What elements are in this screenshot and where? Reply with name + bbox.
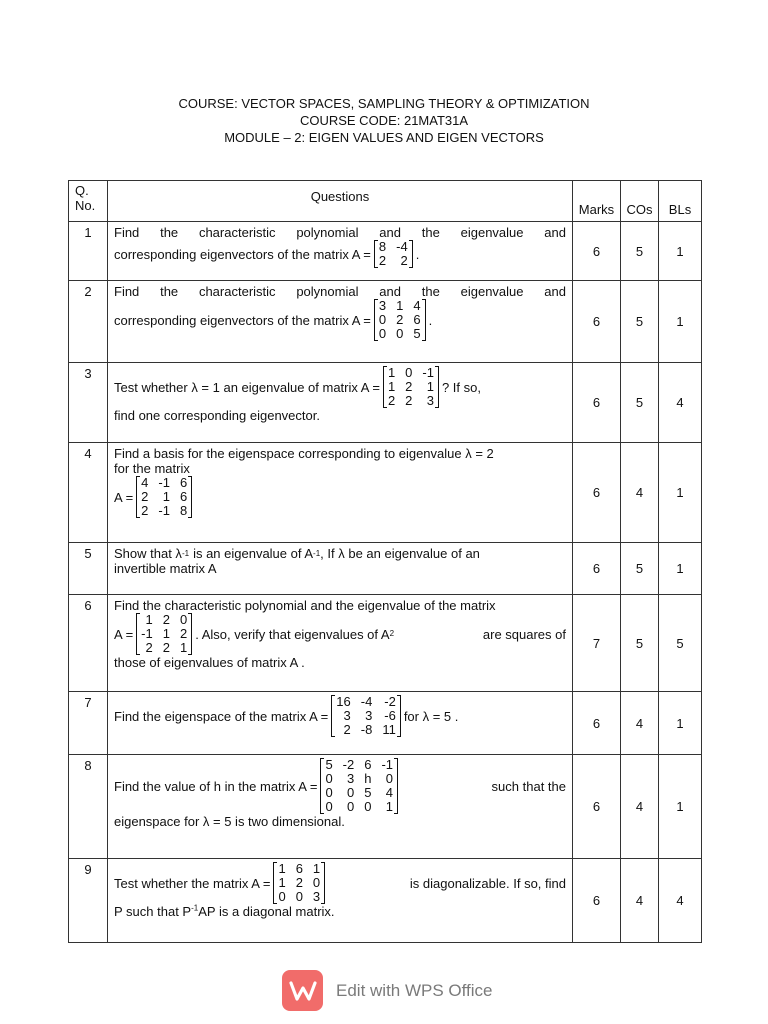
matrix-entry: -2 (384, 694, 396, 709)
question-fragment: ? If so, (441, 379, 481, 395)
question-fragment: P such that P (114, 904, 192, 919)
table-row (69, 595, 702, 692)
qno-header-line1: Q. (75, 183, 89, 198)
table-row (69, 222, 702, 281)
matrix-entry: 0 (364, 799, 372, 814)
question-fragment: are squares of (482, 626, 566, 642)
marks-cell: 6 (573, 281, 621, 363)
marks-cell: 7 (573, 595, 621, 692)
matrix-entry: 1 (179, 640, 188, 655)
co-cell: 4 (621, 755, 659, 859)
matrix-entry: 0 (179, 612, 188, 627)
matrix-entry: 5 (413, 326, 421, 341)
matrix-entry: 2 (387, 393, 396, 408)
matrix-entry: 0 (295, 889, 303, 904)
question-line (114, 299, 566, 341)
matrix-entry: 4 (385, 785, 394, 800)
question-text (108, 692, 573, 755)
question-fragment: is an eigenvalue of A (193, 546, 314, 561)
table-header-row (69, 181, 702, 222)
matrix (273, 862, 325, 904)
question-line: Find the characteristic polynomial and the eigenvalue of the matrix (114, 598, 496, 613)
question-line: Find a basis for the eigenspace corresponding to eigenvalue λ = 2 (114, 446, 494, 461)
question-fragment: Find the eigenspace of the matrix A = (114, 708, 329, 724)
bl-cell: 1 (659, 543, 702, 595)
question-fragment: Test whether λ = 1 an eigenvalue of matrix A = (114, 379, 380, 395)
matrix (374, 299, 426, 341)
question-text (108, 595, 573, 692)
matrix-entry: 2 (162, 640, 170, 655)
matrix-entry: 0 (312, 875, 321, 890)
matrix-entry: -6 (384, 708, 396, 723)
bl-cell: 1 (659, 755, 702, 859)
question-line: Show that λ -1 is an eigenvalue of A -1 , If λ be an eigenvalue of an (114, 546, 480, 561)
question-fragment: A = (114, 626, 134, 642)
question-number: 2 (69, 281, 108, 363)
wps-footer[interactable] (282, 970, 493, 1011)
matrix-entry: -1 (422, 365, 434, 380)
matrix-entry: 0 (396, 326, 404, 341)
matrix-entry: 0 (378, 312, 387, 327)
matrix-entry: 0 (325, 785, 333, 800)
question-line (114, 476, 566, 518)
question-fragment: AP is a diagonal matrix. (198, 904, 335, 919)
matrix-entry: 0 (325, 799, 333, 814)
question-fragment: Show that λ (114, 546, 182, 561)
matrix-entry: 1 (387, 379, 396, 394)
question-line: invertible matrix A (114, 561, 217, 576)
matrix-entry: 4 (413, 298, 421, 313)
matrix-entry: 2 (378, 253, 387, 268)
matrix-entry: 0 (378, 326, 387, 341)
question-line (114, 904, 566, 919)
matrix-entry: 2 (396, 312, 404, 327)
matrix-entry: -2 (342, 757, 355, 772)
matrix-entry: 6 (364, 757, 372, 772)
question-fragment: is diagonalizable. If so, find (409, 875, 566, 891)
matrix-entry: 1 (385, 799, 394, 814)
question-line: Find the characteristic polynomial and the eigenvalue and (114, 225, 566, 240)
marks-cell: 6 (573, 222, 621, 281)
matrix-entry: 8 (179, 503, 188, 518)
matrix-entry: 1 (396, 298, 404, 313)
marks-cell: 6 (573, 755, 621, 859)
question-line (114, 758, 566, 814)
bl-cell: 1 (659, 222, 702, 281)
matrix-entry: 2 (179, 626, 188, 641)
co-cell: 4 (621, 443, 659, 543)
question-text (108, 222, 573, 281)
matrix-entry: 2 (400, 253, 408, 268)
course-code: COURSE CODE: 21MAT31A (299, 113, 469, 128)
matrix-entry: 2 (162, 612, 170, 627)
question-line: those of eigenvalues of matrix A . (114, 655, 305, 670)
matrix-entry: 8 (378, 239, 387, 254)
question-fragment: A = (114, 489, 134, 505)
matrix-entry: 1 (162, 489, 170, 504)
matrix-entry: 1 (387, 365, 396, 380)
matrix-entry: 2 (405, 393, 413, 408)
table-row (69, 755, 702, 859)
matrix-entry: 3 (343, 708, 351, 723)
marks-cell: 6 (573, 443, 621, 543)
matrix (374, 240, 413, 268)
matrix-entry: 0 (405, 365, 413, 380)
bl-cell: 4 (659, 363, 702, 443)
table-row (69, 859, 702, 943)
matrix-entry: 4 (141, 475, 149, 490)
marks-cell: 6 (573, 859, 621, 943)
matrix (383, 366, 439, 408)
matrix-entry: 2 (141, 503, 149, 518)
matrix-entry: 3 (426, 393, 434, 408)
matrix-entry: 0 (347, 799, 355, 814)
bl-cell: 1 (659, 281, 702, 363)
document-header (0, 95, 768, 146)
table-row (69, 543, 702, 595)
questions-table (68, 180, 702, 943)
module-title: MODULE – 2: EIGEN VALUES AND EIGEN VECTORS (224, 130, 544, 145)
bl-cell: 1 (659, 692, 702, 755)
question-number: 4 (69, 443, 108, 543)
matrix-entry: 3 (378, 298, 387, 313)
question-text (108, 755, 573, 859)
question-number: 7 (69, 692, 108, 755)
question-fragment: . (415, 246, 420, 262)
matrix-entry: h (364, 771, 372, 786)
question-fragment: . (428, 312, 433, 328)
matrix-entry: 1 (278, 875, 286, 890)
matrix-entry: 11 (382, 722, 396, 737)
question-fragment: corresponding eigenvectors of the matrix A = (114, 312, 371, 328)
question-number: 9 (69, 859, 108, 943)
marks-cell: 6 (573, 543, 621, 595)
question-line: eigenspace for λ = 5 is two dimensional. (114, 814, 345, 829)
table-row (69, 363, 702, 443)
matrix-entry: 6 (295, 861, 303, 876)
matrix (331, 695, 401, 737)
qno-header (69, 181, 108, 222)
question-line: find one corresponding eigenvector. (114, 408, 320, 423)
matrix-entry: -4 (396, 239, 408, 254)
question-number: 5 (69, 543, 108, 595)
bl-cell: 5 (659, 595, 702, 692)
co-cell: 4 (621, 692, 659, 755)
co-cell: 5 (621, 222, 659, 281)
question-line (114, 366, 566, 408)
matrix-entry: -4 (360, 694, 373, 709)
question-line: Find the characteristic polynomial and the eigenvalue and (114, 284, 566, 299)
matrix-entry: -1 (158, 503, 170, 518)
question-text (108, 543, 573, 595)
question-number: 8 (69, 755, 108, 859)
table-row (69, 443, 702, 543)
matrix-entry: 1 (426, 379, 434, 394)
matrix-entry: -1 (158, 475, 170, 490)
course-title: COURSE: VECTOR SPACES, SAMPLING THEORY & OPTIMIZATION (178, 96, 590, 111)
question-text (108, 443, 573, 543)
co-cell: 4 (621, 859, 659, 943)
question-text (108, 363, 573, 443)
matrix-entry: 2 (145, 640, 153, 655)
bl-cell: 1 (659, 443, 702, 543)
question-fragment: corresponding eigenvectors of the matrix A = (114, 246, 371, 262)
co-cell: 5 (621, 363, 659, 443)
question-fragment: Find the value of h in the matrix A = (114, 778, 318, 794)
matrix-entry: 1 (162, 626, 170, 641)
question-text (108, 281, 573, 363)
matrix (320, 758, 398, 814)
matrix-entry: -8 (360, 722, 373, 737)
matrix-entry: 1 (278, 861, 286, 876)
bls-header: BLs (659, 181, 702, 222)
question-fragment: such that the (491, 778, 566, 794)
superscript: -1 (191, 903, 199, 913)
matrix-entry: 16 (336, 694, 351, 709)
question-line (114, 240, 566, 268)
co-cell: 5 (621, 543, 659, 595)
matrix-entry: 1 (312, 861, 321, 876)
matrix-entry: 2 (141, 489, 149, 504)
question-fragment: . Also, verify that eigenvalues of A (195, 626, 390, 642)
matrix-entry: 2 (295, 875, 303, 890)
question-line: for the matrix (114, 461, 190, 476)
matrix-entry: -1 (141, 626, 153, 641)
matrix-entry: -1 (381, 757, 394, 772)
matrix-entry: 2 (405, 379, 413, 394)
co-cell: 5 (621, 281, 659, 363)
question-number: 3 (69, 363, 108, 443)
question-fragment: , If λ be an eigenvalue of an (320, 546, 480, 561)
matrix-entry: 6 (179, 489, 188, 504)
matrix-entry: 0 (325, 771, 333, 786)
table-row (69, 692, 702, 755)
matrix-entry: 6 (413, 312, 421, 327)
matrix (136, 613, 192, 655)
question-line (114, 862, 566, 904)
co-cell: 5 (621, 595, 659, 692)
matrix-entry: 3 (347, 771, 355, 786)
marks-header: Marks (573, 181, 621, 222)
wps-logo-icon[interactable] (282, 970, 323, 1011)
matrix-entry: 0 (278, 889, 286, 904)
table-row (69, 281, 702, 363)
matrix-entry: 0 (385, 771, 394, 786)
matrix-entry: 5 (325, 757, 333, 772)
matrix (136, 476, 192, 518)
question-fragment: for λ = 5 . (403, 708, 459, 724)
question-number: 6 (69, 595, 108, 692)
qno-header-line2: No. (75, 198, 96, 213)
matrix-entry: 3 (365, 708, 373, 723)
marks-cell: 6 (573, 692, 621, 755)
question-text (108, 859, 573, 943)
bl-cell: 4 (659, 859, 702, 943)
question-line (114, 695, 566, 737)
matrix-entry: 3 (312, 889, 321, 904)
matrix-entry: 1 (145, 612, 153, 627)
questions-header: Questions (108, 181, 573, 222)
marks-cell: 6 (573, 363, 621, 443)
matrix-entry: 0 (347, 785, 355, 800)
matrix-entry: 2 (343, 722, 351, 737)
wps-footer-label[interactable]: Edit with WPS Office (336, 980, 493, 1000)
question-line: A = 1 2 0 -1 1 2 2 2 1 . Also, verify that eigenvalues of A 2 are squares of (114, 612, 566, 655)
question-number: 1 (69, 222, 108, 281)
matrix-entry: 6 (179, 475, 188, 490)
cos-header: COs (621, 181, 659, 222)
matrix-entry: 5 (364, 785, 372, 800)
question-fragment: Test whether the matrix A = (114, 875, 271, 891)
wps-w-icon (289, 980, 317, 1002)
